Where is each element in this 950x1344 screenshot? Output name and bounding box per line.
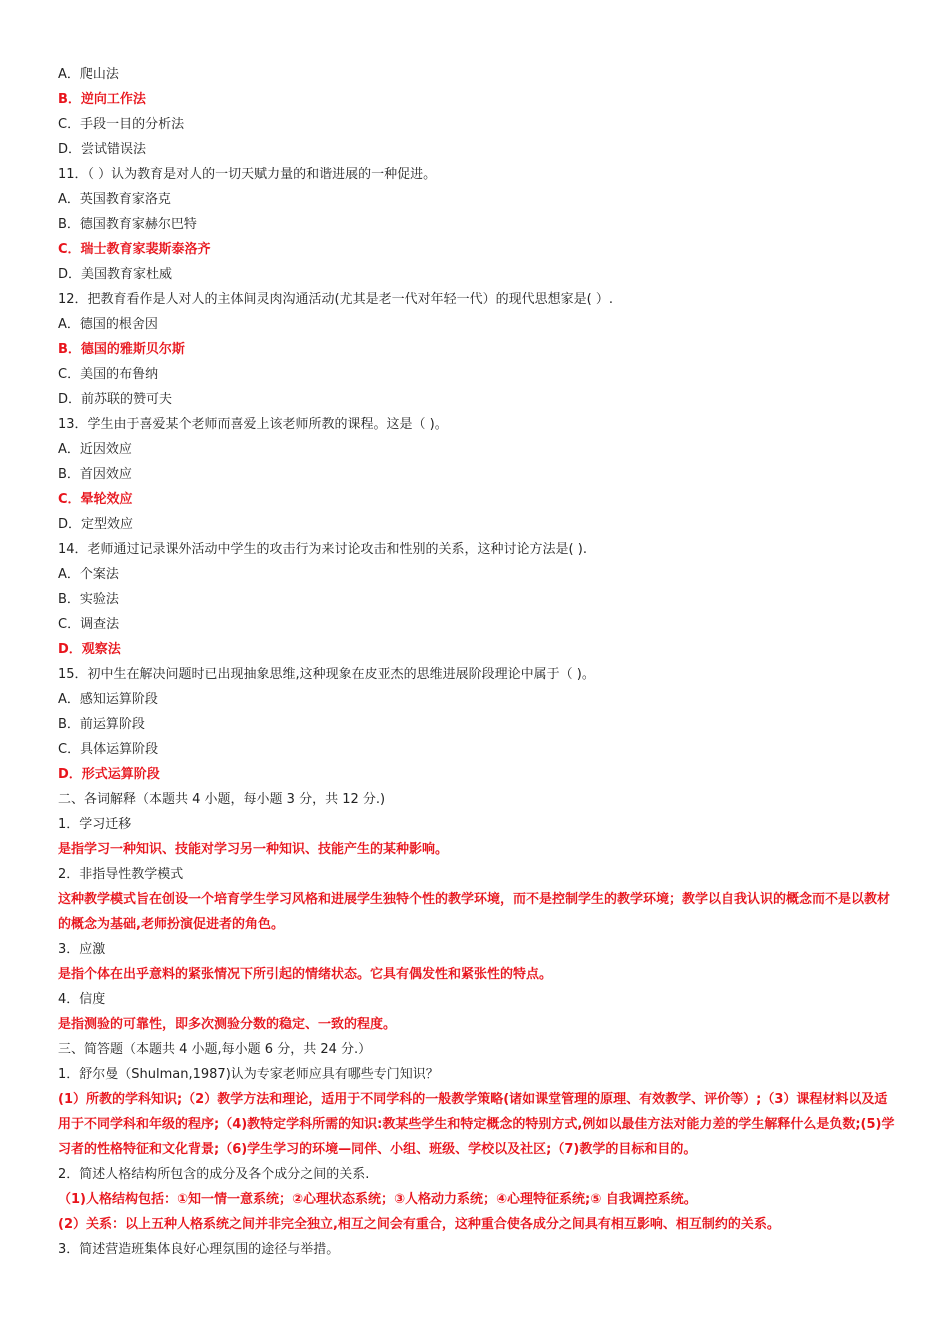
option-q10-c: C．手段一目的分析法 <box>58 117 185 132</box>
option-q13-a: A．近因效应 <box>58 442 132 457</box>
option-q10-d: D．尝试错误法 <box>58 142 147 157</box>
option-q11-a: A．英国教育家洛克 <box>58 192 171 207</box>
term-1: 1．学习迁移 <box>58 817 132 832</box>
option-q12-c: C．美国的布鲁纳 <box>58 367 159 382</box>
option-q13-b: B．首因效应 <box>58 467 132 482</box>
term-2: 2．非指导性教学模式 <box>58 867 184 882</box>
short-answer-1-answer: (1）所教的学科知识;（2）教学方法和理论，适用于不同学科的一般教学策略(诸如课堂管理的原理、有效教学、评价等）;（3）课程材料以及适用于不同学科和年级的程序;（4)教特定学科所需的知识:教某些学生和特定概念的特别方式,例如以最佳方法对能力差的学生解释什么是负数;(5)学习者的性格特征和文化背景;（6)学生学习的环境—同伴、小组、班级、学校以及社区;（7)教学的目标和目的。 <box>58 1092 895 1157</box>
short-answer-question-1: 1．舒尔曼（Shulman,1987)认为专家老师应具有哪些专门知识？ <box>58 1067 439 1082</box>
short-answer-question-2: 2．简述人格结构所包含的成分及各个成分之间的关系. <box>58 1167 370 1182</box>
short-answer-2-answer-part-1: （1)人格结构包括：①知一情一意系统；②心理状态系统；③人格动力系统；④心理特征系统;⑤ 自我调控系统。 <box>58 1192 697 1207</box>
section-3-heading: 三、简答题（本题共 4 小题,每小题 6 分，共 24 分.） <box>58 1042 372 1057</box>
option-q14-b: B．实验法 <box>58 592 119 607</box>
short-answer-question-3: 3．简述营造班集体良好心理氛围的途径与举措。 <box>58 1242 340 1257</box>
option-q12-a: A．德国的根舍因 <box>58 317 158 332</box>
term-3: 3．应激 <box>58 942 106 957</box>
option-q15-a: A．感知运算阶段 <box>58 692 158 707</box>
option-q14-d-answer: D．观察法 <box>58 642 121 657</box>
option-q11-d: D．美国教育家杜威 <box>58 267 173 282</box>
question-15: 15．初中生在解决问题时已出现抽象思维,这种现象在皮亚杰的思维进展阶段理论中属于（ )。 <box>58 667 595 682</box>
option-q13-d: D．定型效应 <box>58 517 134 532</box>
short-answer-2-answer-part-2: (2）关系：以上五种人格系统之间并非完全独立,相互之间会有重合，这种重合使各成分之间具有相互影响、相互制约的关系。 <box>58 1217 780 1232</box>
option-q10-b-answer: B．逆向工作法 <box>58 92 146 107</box>
question-11: 11．（ ）认为教育是对人的一切天赋力量的和谐进展的一种促进。 <box>58 167 437 182</box>
document-page <box>58 62 898 1262</box>
option-q14-c: C．调查法 <box>58 617 120 632</box>
option-q10-a: A．爬山法 <box>58 67 119 82</box>
option-q11-c-answer: C．瑞士教育家裴斯泰洛齐 <box>58 242 211 257</box>
term-2-answer: 这种教学模式旨在创设一个培育学生学习风格和进展学生独特个性的教学环境，而不是控制学生的教学环境；教学以自我认识的概念而不是以教材的概念为基础,老师扮演促进者的角色。 <box>58 892 891 932</box>
question-13: 13．学生由于喜爱某个老师而喜爱上该老师所教的课程。这是（ )。 <box>58 417 448 432</box>
section-2-heading: 二、各词解释（本题共 4 小题，每小题 3 分，共 12 分.) <box>58 792 386 807</box>
option-q14-a: A．个案法 <box>58 567 119 582</box>
term-4: 4．信度 <box>58 992 106 1007</box>
option-q12-b-answer: B．德国的雅斯贝尔斯 <box>58 342 185 357</box>
term-3-answer: 是指个体在出乎意料的紧张情况下所引起的情绪状态。它具有偶发性和紧张性的特点。 <box>58 967 553 982</box>
question-14: 14．老师通过记录课外活动中学生的攻击行为来讨论攻击和性别的关系，这种讨论方法是( ). <box>58 542 587 557</box>
option-q15-b: B．前运算阶段 <box>58 717 145 732</box>
term-1-answer: 是指学习一种知识、技能对学习另一种知识、技能产生的某种影响。 <box>58 842 449 857</box>
option-q15-d-answer: D．形式运算阶段 <box>58 767 160 782</box>
term-4-answer: 是指测验的可靠性，即多次测验分数的稳定、一致的程度。 <box>58 1017 397 1032</box>
option-q12-d: D．前苏联的赞可夫 <box>58 392 173 407</box>
question-12: 12．把教育看作是人对人的主体间灵肉沟通活动(尤其是老一代对年轻一代）的现代思想家是( ）. <box>58 292 613 307</box>
option-q15-c: C．具体运算阶段 <box>58 742 159 757</box>
option-q11-b: B．德国教育家赫尔巴特 <box>58 217 197 232</box>
option-q13-c-answer: C．晕轮效应 <box>58 492 133 507</box>
